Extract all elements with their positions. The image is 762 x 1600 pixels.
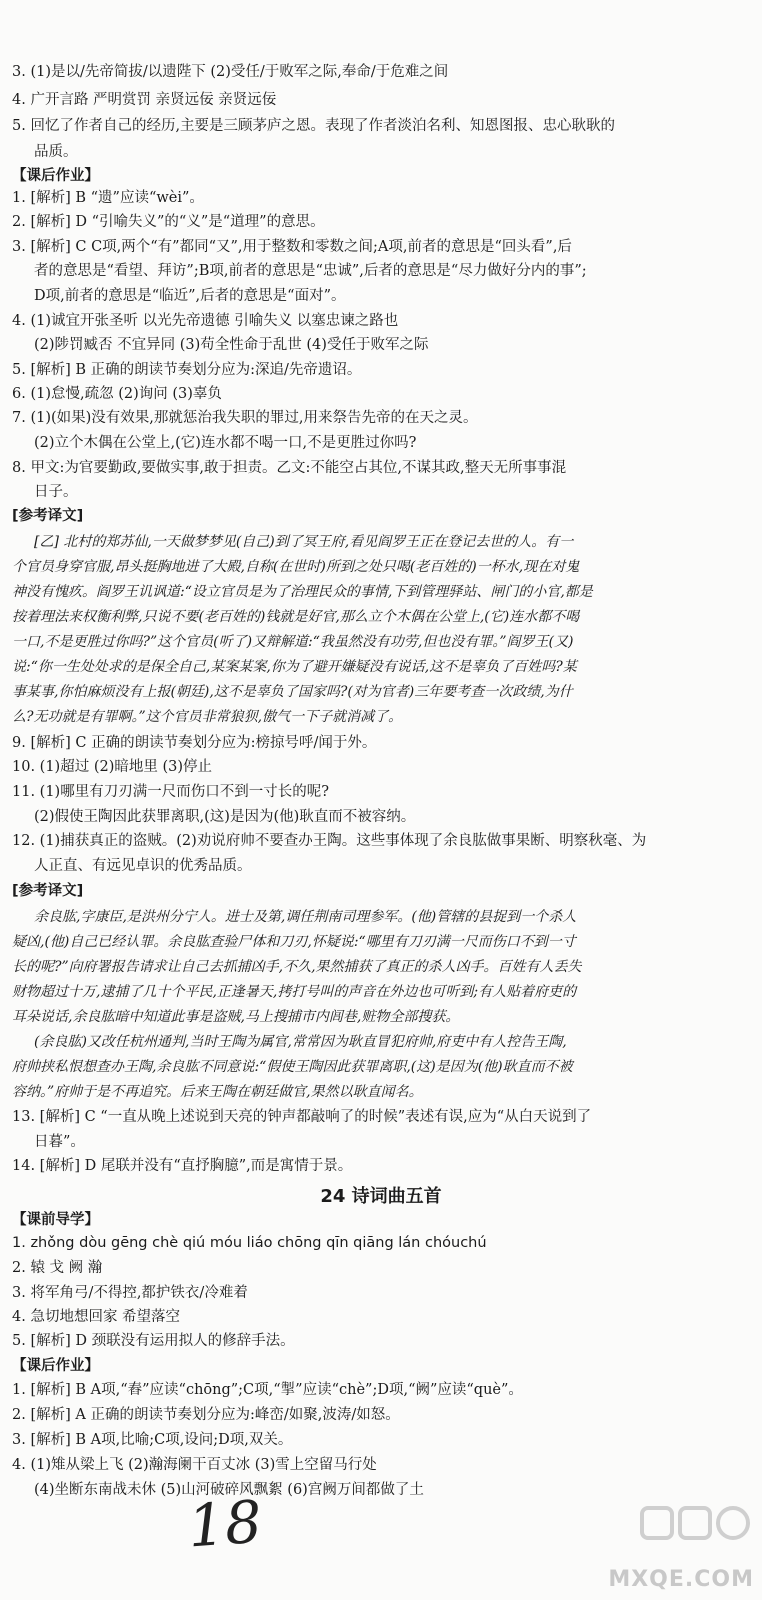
translation-line: 财物超过十万,逮捕了几十个平民,正逢暑天,拷打号叫的声音在外边也可听到;有人贴着府吏的 [12, 984, 577, 1000]
translation-line: 一口,不是更胜过你吗?”这个官员(听了)又辩解道:“我虽然没有功劳,但也没有罪。”阎罗王(又) [12, 634, 574, 650]
watermark-text: MXQE.COM [608, 1567, 754, 1592]
translation-line: [乙] 北村的郑苏仙,一天做梦梦见(自己)到了冥王府,看见阎罗王正在登记去世的人。有一 [34, 534, 574, 550]
translation-line: 说:“你一生处处求的是保全自己,某案某案,你为了避开嫌疑没有说话,这不是辜负了百姓吗?某 [12, 659, 577, 675]
translation-line: (余良肱)又改任杭州通判,当时王陶为属官,常常因为耿直冒犯府帅,府吏中有人控告王陶, [34, 1034, 567, 1050]
text-line: (4)坐断东南战未休 (5)山河破碎风飘絮 (6)宫阙万间都做了土 [34, 1482, 424, 1498]
section-heading: [参考译文] [12, 508, 84, 524]
text-line: 5. 回忆了作者自己的经历,主要是三顾茅庐之恩。表现了作者淡泊名利、知恩图报、忠心耿耿的 [12, 118, 616, 134]
section-heading: [参考译文] [12, 883, 84, 899]
text-line: 3. (1)是以/先帝简拔/以遗陛下 (2)受任/于败军之际,奉命/于危难之间 [12, 64, 449, 80]
translation-line: 事某事,你怕麻烦没有上报(朝廷),这不是辜负了国家吗?(对为官者)三年要考查一次政绩,为什 [12, 684, 573, 700]
text-line: 1. [解析] B A项,“舂”应读“chōng”;C项,“掣”应读“chè”;D项,“阙”应读“què”。 [12, 1382, 523, 1398]
translation-line: 个官员身穿官服,昂头挺胸地进了大殿,自称(在世时)所到之处只喝(老百姓的)一杯水,现在对鬼 [12, 559, 580, 575]
text-line: (2)假使王陶因此获罪离职,(这)是因为(他)耿直而不被容纳。 [34, 809, 416, 825]
translation-line: 府帅挟私恨想查办王陶,余良肱不同意说:“假使王陶因此获罪离职,(这)是因为(他)耿直而不被 [12, 1059, 573, 1075]
pinyin-line: 1. zhǒng dòu gēng chè qiú móu liáo chōng qīn qiāng lán chóuchú [12, 1235, 487, 1251]
translation-line: 神没有愧疚。阎罗王讥讽道:“设立官员是为了治理民众的事情,下到管理驿站、闸门的小官,都是 [12, 584, 593, 600]
translation-line: 余良肱,字康臣,是洪州分宁人。进士及第,调任荆南司理参军。(他)管辖的县捉到一个杀人 [34, 909, 577, 925]
text-line: 4. 急切地想回家 希望落空 [12, 1309, 181, 1325]
translation-line: 耳朵说话,余良肱暗中知道此事是盗贼,马上搜捕市内闾巷,赃物全部搜获。 [12, 1009, 460, 1025]
translation-line: 长的呢?”向府署报告请求让自己去抓捕凶手,不久,果然捕获了真正的杀人凶手。百姓有人丢失 [12, 959, 582, 975]
section-heading: 【课后作业】 [12, 168, 99, 184]
text-line: 2. 辕 戈 阙 瀚 [12, 1260, 103, 1276]
text-line: 3. 将军角弓/不得控,都护铁衣/冷难着 [12, 1285, 248, 1301]
text-line: 3. [解析] C C项,两个“有”都同“又”,用于整数和零数之间;A项,前者的意思是“回头看”,后 [12, 239, 572, 255]
text-line: 品质。 [34, 144, 78, 160]
text-line: (2)立个木偶在公堂上,(它)连水都不喝一口,不是更胜过你吗? [34, 435, 417, 451]
text-line: 5. [解析] B 正确的朗读节奏划分应为:深追/先帝遗诏。 [12, 362, 362, 378]
text-line: 者的意思是“看望、拜访”;B项,前者的意思是“忠诚”,后者的意思是“尽力做好分内的事”; [34, 263, 587, 279]
text-line: 日子。 [34, 484, 78, 500]
text-line: 4. (1)诚宜开张圣听 以光先帝遗德 引喻失义 以塞忠谏之路也 [12, 313, 399, 329]
text-line: (2)陟罚臧否 不宜异同 (3)苟全性命于乱世 (4)受任于败军之际 [34, 337, 429, 353]
text-line: 日暮”。 [34, 1134, 85, 1150]
text-line: 10. (1)超过 (2)暗地里 (3)停止 [12, 759, 213, 775]
translation-line: 疑凶,(他)自己已经认罪。余良肱查验尸体和刀刃,怀疑说:“哪里有刀刃满一尺而伤口不到一寸 [12, 934, 576, 950]
translation-line: 容纳。”府帅于是不再追究。后来王陶在朝廷做官,果然以耿直闻名。 [12, 1084, 423, 1100]
translation-line: 按着理法来权衡利弊,只说不要(老百姓的)钱就是好官,那么立个木偶在公堂上,(它)连水都不喝 [12, 609, 580, 625]
text-line: 6. (1)怠慢,疏忽 (2)询问 (3)辜负 [12, 386, 222, 402]
section-heading: 【课前导学】 [12, 1212, 99, 1228]
handwritten-page-number: 18 [185, 1487, 265, 1561]
text-line: 7. (1)(如果)没有效果,那就惩治我失职的罪过,用来祭告先帝的在天之灵。 [12, 410, 478, 426]
text-line: 4. 广开言路 严明赏罚 亲贤远佞 亲贤远佞 [12, 92, 277, 108]
text-line: 5. [解析] D 颈联没有运用拟人的修辞手法。 [12, 1333, 295, 1349]
text-line: 4. (1)雉从梁上飞 (2)瀚海阑干百丈冰 (3)雪上空留马行处 [12, 1457, 377, 1473]
text-line: 2. [解析] D “引喻失义”的“义”是“道理”的意思。 [12, 214, 325, 230]
text-line: D项,前者的意思是“临近”,后者的意思是“面对”。 [34, 288, 346, 304]
text-line: 9. [解析] C 正确的朗读节奏划分应为:榜掠号呼/闻于外。 [12, 735, 377, 751]
text-line: 2. [解析] A 正确的朗读节奏划分应为:峰峦/如聚,波涛/如怒。 [12, 1407, 400, 1423]
text-line: 13. [解析] C “一直从晚上述说到天亮的钟声都敲响了的时候”表述有误,应为“从白天说到了 [12, 1109, 592, 1125]
translation-line: 么?无功就是有罪啊。”这个官员非常狼狈,傲气一下子就消减了。 [12, 709, 403, 725]
text-line: 人正直、有远见卓识的优秀品质。 [34, 858, 252, 874]
text-line: 3. [解析] B A项,比喻;C项,设问;D项,双关。 [12, 1432, 293, 1448]
text-line: 11. (1)哪里有刀刃满一尺而伤口不到一寸长的呢? [12, 784, 329, 800]
section-heading: 【课后作业】 [12, 1358, 99, 1374]
text-line: 1. [解析] B “遗”应读“wèi”。 [12, 190, 204, 206]
text-line: 12. (1)捕获真正的盗贼。(2)劝说府帅不要查办王陶。这些事体现了余良肱做事果断、明察秋毫、为 [12, 833, 647, 849]
text-line: 14. [解析] D 尾联并没有“直抒胸臆”,而是寓情于景。 [12, 1158, 353, 1174]
text-line: 8. 甲文:为官要勤政,要做实事,敢于担责。乙文:不能空占其位,不谋其政,整天无所事事混 [12, 460, 567, 476]
lesson-title: 24 诗词曲五首 [320, 1186, 442, 1207]
